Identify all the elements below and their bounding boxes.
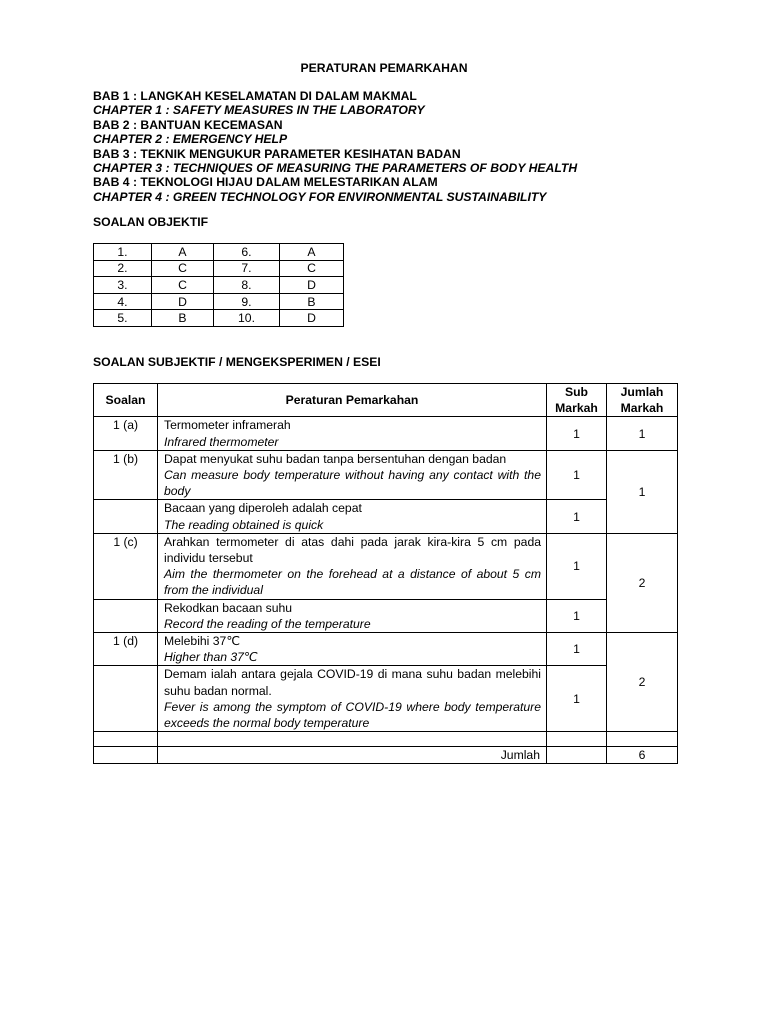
table-row <box>94 244 344 261</box>
table-row <box>94 310 344 327</box>
empty-cell <box>547 732 607 747</box>
chapter-2-ms: BAB 2 : BANTUAN KECEMASAN <box>93 117 283 132</box>
question-label: 1 (b) <box>94 450 158 500</box>
scheme-point <box>158 633 547 666</box>
header-sub-line2: Markah <box>555 401 598 416</box>
document-title: PERATURAN PEMARKAHAN <box>300 61 468 75</box>
header-scheme: Peraturan Pemarkahan <box>158 384 547 417</box>
answer: C <box>152 260 214 277</box>
chapter-1-ms: BAB 1 : LANGKAH KESELAMATAN DI DALAM MAKMAL <box>93 89 417 103</box>
sub-mark: 1 <box>547 500 607 533</box>
chapter-3-ms: BAB 3 : TEKNIK MENGUKUR PARAMETER KESIHATAN BADAN <box>93 146 461 161</box>
question-number: 9. <box>214 293 280 310</box>
answer: A <box>152 244 214 261</box>
answer: B <box>280 293 344 310</box>
answer: A <box>280 244 344 261</box>
answer: C <box>152 277 214 294</box>
header-sub-line1: Sub <box>564 385 589 399</box>
header-total-line2: Markah <box>620 401 664 416</box>
answer: C <box>280 260 344 277</box>
question-number: 6. <box>214 244 280 261</box>
chapter-3-en: CHAPTER 3 : TECHNIQUES OF MEASURING THE PARAMETERS OF BODY HEALTH <box>93 161 578 176</box>
scheme-text-ms: Arahkan termometer di atas dahi pada jarak kira-kira 5 cm pada individu tersebut <box>164 534 541 566</box>
scheme-point <box>158 666 547 732</box>
sub-mark: 1 <box>547 633 607 666</box>
scheme-point <box>158 533 547 599</box>
header-total-line1: Jumlah <box>620 385 664 399</box>
subjective-heading: SOALAN SUBJEKTIF / MENGEKSPERIMEN / ESEI <box>93 355 381 369</box>
scheme-text-ms: Termometer inframerah <box>164 418 291 433</box>
chapter-4-ms: BAB 4 : TEKNOLOGI HIJAU DALAM MELESTARIKAN ALAM <box>93 175 438 190</box>
header-sub-marks <box>547 384 607 417</box>
table-row <box>94 293 344 310</box>
answer: D <box>152 293 214 310</box>
empty-cell <box>158 732 547 747</box>
question-number: 5. <box>94 310 152 327</box>
question-number: 10. <box>214 310 280 327</box>
header-question: Soalan <box>94 384 158 417</box>
total-label: Jumlah <box>158 747 547 764</box>
question-label-empty <box>94 500 158 533</box>
scheme-text-en: Higher than 37℃ <box>164 650 258 665</box>
scheme-text-ms: Bacaan yang diperoleh adalah cepat <box>164 501 362 516</box>
table-row <box>94 417 678 450</box>
answer: D <box>280 310 344 327</box>
objective-heading: SOALAN OBJEKTIF <box>93 215 209 229</box>
total-mark: 1 <box>607 450 678 533</box>
chapter-list <box>93 89 693 204</box>
scheme-text-ms: Demam ialah antara gejala COVID-19 di mana suhu badan melebihi suhu badan normal. <box>164 667 541 698</box>
table-row <box>94 277 344 294</box>
table-row <box>94 450 678 500</box>
grand-total: 6 <box>607 747 678 764</box>
scheme-point <box>158 450 547 500</box>
total-mark: 1 <box>607 417 678 450</box>
total-mark: 2 <box>607 533 678 632</box>
table-row <box>94 260 344 277</box>
empty-row <box>94 732 678 747</box>
sub-mark: 1 <box>547 533 607 599</box>
scheme-text-ms: Dapat menyukat suhu badan tanpa bersentuhan dengan badan <box>164 451 507 466</box>
question-number: 4. <box>94 293 152 310</box>
question-number: 8. <box>214 277 280 294</box>
objective-answer-table <box>93 243 344 327</box>
question-number: 7. <box>214 260 280 277</box>
question-label: 1 (c) <box>94 533 158 599</box>
question-label: 1 (a) <box>94 417 158 450</box>
scheme-text-en: Fever is among the symptom of COVID-19 where body temperature exceeds the normal body temperature <box>164 699 541 731</box>
question-number: 1. <box>94 244 152 261</box>
scheme-point <box>158 599 547 632</box>
empty-cell <box>547 747 607 764</box>
table-row <box>94 533 678 599</box>
chapter-1-en: CHAPTER 1 : SAFETY MEASURES IN THE LABORATORY <box>93 103 425 118</box>
sub-mark: 1 <box>547 417 607 450</box>
total-row <box>94 747 678 764</box>
scheme-text-en: Record the reading of the temperature <box>164 616 371 631</box>
table-row <box>94 666 678 732</box>
question-number: 2. <box>94 260 152 277</box>
chapter-2-en: CHAPTER 2 : EMERGENCY HELP <box>93 132 288 147</box>
empty-cell <box>607 732 678 747</box>
header-total-marks <box>607 384 678 417</box>
total-mark: 2 <box>607 633 678 732</box>
question-label: 1 (d) <box>94 633 158 666</box>
sub-mark: 1 <box>547 666 607 732</box>
table-row <box>94 599 678 632</box>
table-header-row <box>94 384 678 417</box>
table-row <box>94 500 678 533</box>
scheme-text-en: Can measure body temperature without having any contact with the body <box>164 468 541 499</box>
empty-cell <box>94 747 158 764</box>
scheme-text-en: The reading obtained is quick <box>164 517 324 532</box>
scheme-point <box>158 500 547 533</box>
scheme-text-en: Infrared thermometer <box>164 434 279 449</box>
scheme-text-ms: Melebihi 37℃ <box>164 634 241 649</box>
scheme-text-en: Aim the thermometer on the forehead at a distance of about 5 cm from the individual <box>164 567 541 598</box>
empty-cell <box>94 732 158 747</box>
question-number: 3. <box>94 277 152 294</box>
table-row <box>94 633 678 666</box>
sub-mark: 1 <box>547 450 607 500</box>
question-label-empty <box>94 666 158 732</box>
subjective-marking-table <box>93 383 678 764</box>
scheme-text-ms: Rekodkan bacaan suhu <box>164 600 293 615</box>
answer: B <box>152 310 214 327</box>
sub-mark: 1 <box>547 599 607 632</box>
question-label-empty <box>94 599 158 632</box>
scheme-point <box>158 417 547 450</box>
answer: D <box>280 277 344 294</box>
chapter-4-en: CHAPTER 4 : GREEN TECHNOLOGY FOR ENVIRONMENTAL SUSTAINABILITY <box>93 189 547 204</box>
